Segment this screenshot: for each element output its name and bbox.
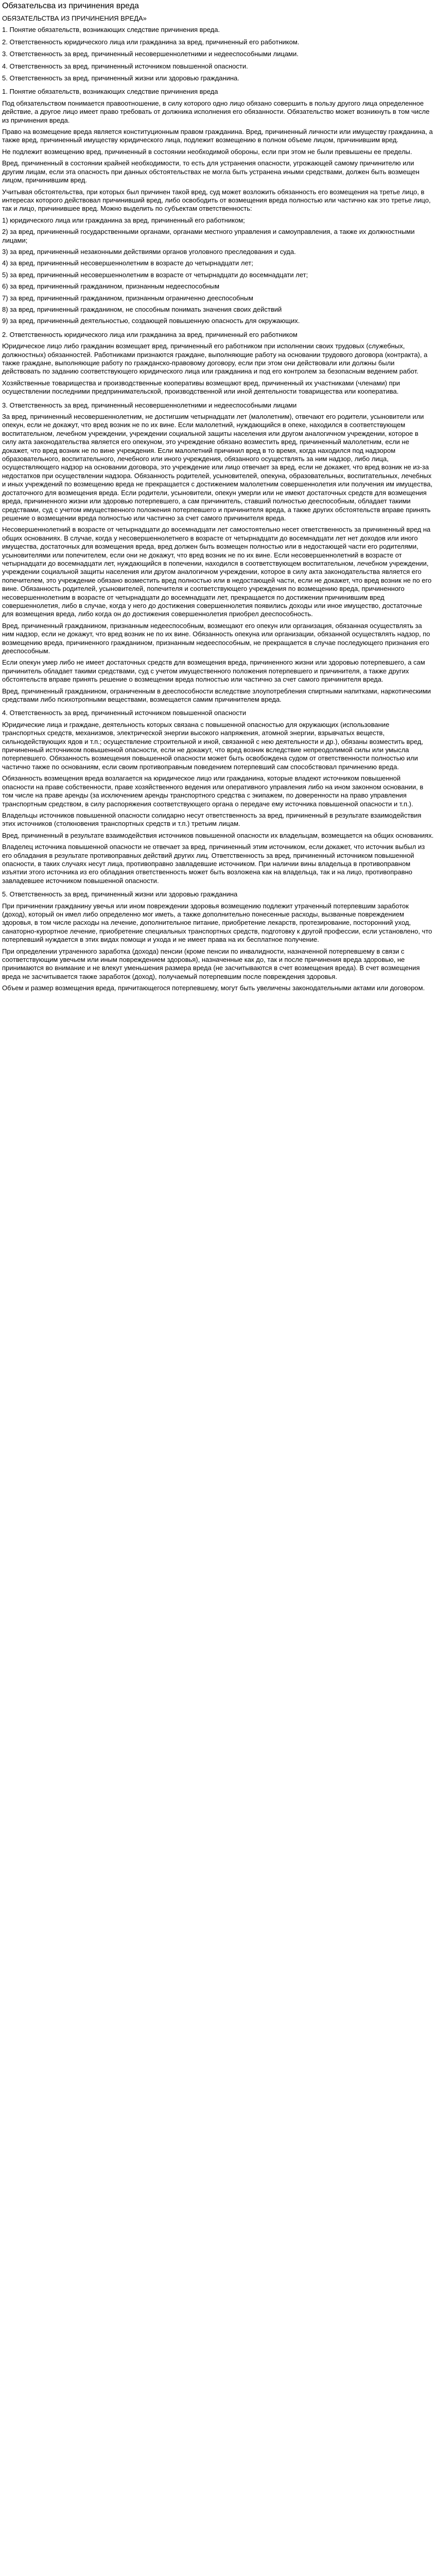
paragraph: Если опекун умер либо не имеет достаточных средств для возмещения вреда, причиненного жизни или здоровью потерпевшего, а сам причинитель обладает такими средствами, суд с учетом имущественного положения потерпевшего и причинителя, а также других обстоятельств вправе принять решение о возмещении вреда полностью или частично за счет самого причинителя вреда.: [2, 658, 425, 684]
section-1: [2, 88, 434, 325]
paragraph: Под обязательством понимается правоотношение, в силу которого одно лицо обязано совершить в пользу другого лица определенное действие, а другое лицо имеет право требовать от должника исполнения его обязанности. Обязательство может возникнуть в том числе из причинения вреда.: [2, 99, 430, 124]
list-item: 7) за вред, причиненный гражданином, признанным ограниченно дееспособным: [2, 294, 253, 302]
page-subtitle: ОБЯЗАТЕЛЬСТВА ИЗ ПРИЧИНЕНИЯ ВРЕДА»: [2, 14, 147, 22]
paragraph: Хозяйственные товарищества и производственные кооперативы возмещают вред, причиненный их участниками (членами) при осуществлении последними предпринимательской, производственной или иной деятельности товарищества или кооператива.: [2, 379, 400, 396]
document-page: [0, 1, 436, 1000]
toc-item: 5. Ответственность за вред, причиненный жизни или здоровью гражданина.: [2, 74, 239, 82]
paragraph: Владельцы источников повышенной опасности солидарно несут ответственность за вред, причиненный в результате взаимодействия этих источников (столкновения транспортных средств и т.п.) третьим лицам.: [2, 811, 422, 828]
paragraph: За вред, причиненный несовершеннолетним, не достигшим четырнадцати лет (малолетним), отвечают его родители, усыновители или опекун, если не докажут, что вред возник не по их вине. Если малолетний, нуждающийся в опеке, находился в соответствующем воспитательном, лечебном учреждении, учреждении социальной защиты населения или другом аналогичном учреждении, которое в силу акта законодательства является его опекуном, это учреждение обязано возместить вред, причиненный малолетним, если не докажет, что вред возник не по вине учреждения. Если малолетний причинил вред в то время, когда находился под надзором образовательного, воспитательного, лечебного или иного учреждения, обязанного осуществлять за ним надзор, либо лица, осуществляющего надзор на основании договора, это учреждение или лицо отвечает за вред, если не докажет, что вред возник не из-за недостатков при осуществлении надзора. Обязанность родителей, усыновителей, опекуна, образовательных, воспитательных, лечебных и иных учреждений по возмещению вреда не прекращается с достижением малолетним совершеннолетия или получения им имущества, достаточного для возмещения вреда. Если родители, усыновители, опекун умерли или не имеют достаточных средств для возмещения вреда, причиненного жизни или здоровью потерпевшего, а сам причинитель, ставший полностью дееспособным, обладает такими средствами, суд с учетом имущественного положения потерпевшего и причинителя вреда, а также других обстоятельств вправе принять решение о возмещении вреда полностью или частично за счет самого причинителя вреда.: [2, 413, 433, 522]
list-item: 6) за вред, причиненный гражданином, признанным недееспособным: [2, 282, 220, 291]
list-item: 1) юридического лица или гражданина за вред, причиненный его работником;: [2, 216, 245, 224]
paragraph: Вред, причиненный в состоянии крайней необходимости, то есть для устранения опасности, угрожающей самому причинителю или другим лицам, если эта опасность при данных обстоятельствах не могла быть устранена иными средствами, должен быть возмещен лицом, причинившим вред.: [2, 159, 420, 184]
paragraph: Юридические лица и граждане, деятельность которых связана с повышенной опасностью для окружающих (использование транспортных средств, механизмов, электрической энергии высокого напряжения, атомной энергии, взрывчатых веществ, сильнодействующих ядов и т.п.; осуществление строительной и иной, связанной с нею деятельности и др.), обязаны возместить вред, причиненный источником повышенной опасности, если не докажут, что вред возник вследствие непреодолимой силы или умысла потерпевшего. Обязанность возмещения повышенной опасности может быть освобождена судом от ответственности полностью или частично также по основаниям, если своим противоправным поведением потерпевший сам способствовал причинению вреда.: [2, 720, 423, 771]
section-3: [2, 401, 434, 704]
list-item: 8) за вред, причиненный гражданином, не способным понимать значения своих действий: [2, 305, 282, 313]
toc-item: 1. Понятие обязательств, возникающих следствие причинения вреда.: [2, 26, 220, 34]
list-item: 4) за вред, причиненный несовершеннолетним в возрасте до четырнадцати лет;: [2, 259, 253, 267]
toc-item: 4. Ответственность за вред, причиненный источником повышенной опасности.: [2, 62, 248, 70]
section-heading: 4. Ответственность за вред, причиненный источником повышенной опасности: [2, 709, 247, 717]
section-4: [2, 709, 434, 885]
paragraph: Владелец источника повышенной опасности не отвечает за вред, причиненный этим источником, если докажет, что источник выбыл из его обладания в результате противоправных действий других лиц. Ответственность за вред, причиненный источником повышенной опасности, в таких случаях несут лица, противоправно завладевшие источником. При наличии вины владельца в противоправном изъятии этого источника из его обладания ответственность может быть возложена как на владельца, так и на лицо, противоправно завладевшее источником повышенной опасности.: [2, 843, 425, 885]
toc-item: 2. Ответственность юридического лица или гражданина за вред, причиненный его работником.: [2, 38, 300, 46]
paragraph: Вред, причиненный гражданином, признанным недееспособным, возмещают его опекун или организация, обязанная осуществлять за ним надзор, если не докажут, что вред возник не по их вине. Обязанность опекуна или организации, обязанной осуществлять надзор, по возмещению вреда, причиненного гражданином, признанным недееспособным, не прекращается в случае последующего признания его дееспособным.: [2, 621, 430, 655]
paragraph: При причинении гражданину увечья или ином повреждении здоровья возмещению подлежит утраченный потерпевшим заработок (доход), который он имел либо определенно мог иметь, а также дополнительно понесенные расходы, вызванные повреждением здоровья, в том числе расходы на лечение, дополнительное питание, приобретение лекарств, протезирование, посторонний уход, санаторно-курортное лечение, приобретение специальных транспортных средств, подготовку к другой профессии, если установлено, что потерпевший нуждается в этих видах помощи и ухода и не имеет права на их бесплатное получение.: [2, 902, 432, 944]
list-item: 2) за вред, причиненный государственными органами, органами местного управления и самоуправления, а также их должностными лицами;: [2, 228, 415, 244]
paragraph: Юридическое лицо либо гражданин возмещает вред, причиненный его работником при исполнении своих трудовых (служебных, должностных) обязанностей. Работниками признаются граждане, выполняющие работу на основании трудового договора (контракта), а также граждане, выполняющие работу по гражданско-правовому договору, если при этом они действовали или должны были действовать по заданию соответствующего юридического лица или гражданина и под его контролем за безопасным ведением работ.: [2, 342, 428, 376]
paragraph: Объем и размер возмещения вреда, причитающегося потерпевшему, могут быть увеличены законодательными актами или договором.: [2, 984, 425, 992]
table-of-contents: [2, 26, 434, 82]
toc-item: 3. Ответственность за вред, причиненный несовершеннолетними и недееспособными лицами.: [2, 50, 299, 58]
paragraph: При определении утраченного заработка (дохода) пенсии (кроме пенсии по инвалидности, назначенной потерпевшему в связи с соответствующим увечьем или иным повреждением здоровья), назначенные как до, так и после причинения вреда здоровью, не принимаются во внимание и не влекут уменьшения размера вреда (не засчитываются в счет возмещения вреда). В счет возмещения вреда не засчитывается также заработок (доход), получаемый потерпевшим после повреждения здоровья.: [2, 947, 420, 980]
list-item: 5) за вред, причиненный несовершеннолетним в возрасте от четырнадцати до восемнадцати лет;: [2, 270, 308, 279]
section-heading: 2. Ответственность юридического лица или гражданина за вред, причиненный его работником: [2, 330, 298, 338]
list-item: 9) за вред, причиненный деятельностью, создающей повышенную опасность для окружающих.: [2, 317, 300, 325]
paragraph: Право на возмещение вреда является конституционным правом гражданина. Вред, причиненный личности или имуществу гражданина, а также вред, причиненный имуществу юридического лица, подлежит возмещению в полном объеме лицом, причинившим вред.: [2, 128, 433, 144]
section-heading: 3. Ответственность за вред, причиненный несовершеннолетними и недееспособными лицами: [2, 401, 297, 409]
section-5: [2, 890, 434, 992]
section-heading: 5. Ответственность за вред, причиненный жизни или здоровью гражданина: [2, 890, 238, 899]
paragraph: Учитывая обстоятельства, при которых был причинен такой вред, суд может возложить обязанность его возмещения на третье лицо, в интересах которого действовал причинивший вред, либо освободить от возмещения вреда полностью или частично как это третье лицо, так и лицо, причинившее вред. Можно выделить по субъектам ответственность:: [2, 188, 431, 213]
paragraph: Не подлежит возмещению вред, причиненный в состоянии необходимой обороны, если при этом не были превышены ее пределы.: [2, 147, 412, 156]
paragraph: Обязанность возмещения вреда возлагается на юридическое лицо или гражданина, которые владеют источником повышенной опасности на праве собственности, праве хозяйственного ведения или оперативного управления либо на ином законном основании, в том числе на праве аренды (за исключением аренды транспортного средства с экипажем, по доверенности на право управления транспортным средством, в силу распоряжения соответствующего органа о передаче ему источника повышенной опасности и т.п.).: [2, 774, 424, 808]
paragraph: Вред, причиненный гражданином, ограниченным в дееспособности вследствие злоупотребления спиртными напитками, наркотическими средствами либо психотропными веществами, возмещается самим причинителем вреда.: [2, 687, 431, 704]
section-2: [2, 331, 434, 396]
paragraph: Несовершеннолетний в возрасте от четырнадцати до восемнадцати лет самостоятельно несет ответственность за причиненный вред на общих основаниях. В случае, когда у несовершеннолетнего в возрасте от четырнадцати до восемнадцати лет нет доходов или иного имущества, достаточных для возмещения вреда, вред должен быть возмещен полностью или в недостающей части его родителями, усыновителями или попечителем, если они не докажут, что вред возник не по их вине. Если несовершеннолетний в возрасте от четырнадцати до восемнадцати лет, нуждающийся в попечении, находился в соответствующем воспитательном, лечебном учреждении, учреждении социальной защиты населения или другом аналогичном учреждении, которое в силу акта законодательства является его попечителем, это учреждение обязано возместить вред полностью или в недостающей части, если не докажет, что вред возник не по его вине. Обязанность родителей, усыновителей, попечителя и соответствующего учреждения по возмещению вреда, причиненного несовершеннолетним в возрасте от четырнадцати до восемнадцати лет, прекращается по достижении причинившим вред совершеннолетия, либо в случае, когда у него до достижения совершеннолетия появились доходы или иное имущество, достаточные для возмещения вреда, либо когда он до достижения совершеннолетия приобрел дееспособность.: [2, 526, 432, 618]
list-item: 3) за вред, причиненный незаконными действиями органов уголовного преследования и суда.: [2, 247, 296, 256]
paragraph: Вред, причиненный в результате взаимодействия источников повышенной опасности их владельцам, возмещается на общих основаниях.: [2, 831, 434, 839]
section-heading: 1. Понятие обязательств, возникающих следствие причинения вреда: [2, 88, 218, 96]
page-title: Обязательсва из причинения вреда: [2, 2, 139, 10]
